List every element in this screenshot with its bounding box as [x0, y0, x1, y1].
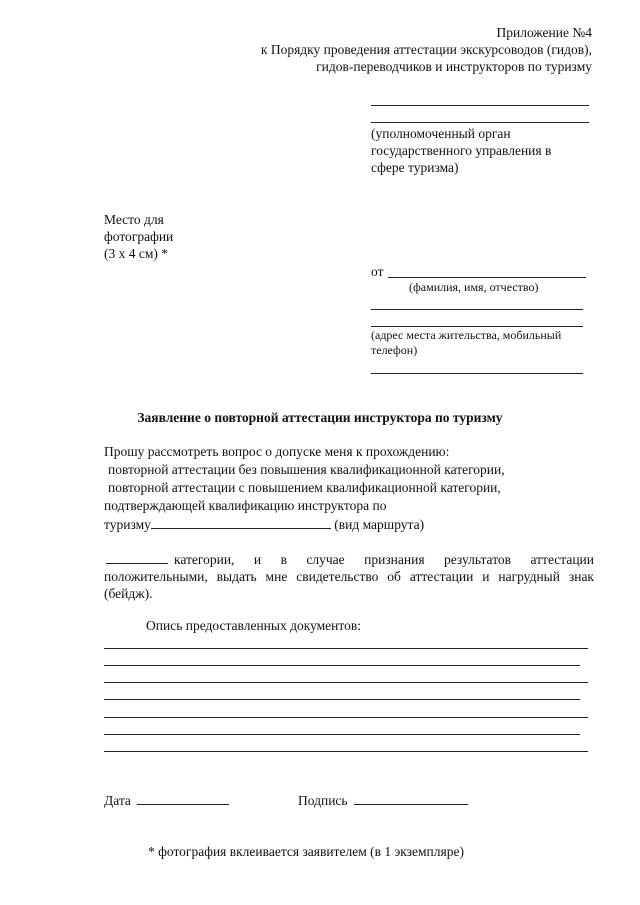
route-line: [104, 515, 424, 533]
option-no-upgrade: повторной аттестации без повышения квалификационной категории,: [108, 462, 505, 477]
document-line[interactable]: [104, 682, 588, 683]
photo-label-line: Место для: [104, 212, 164, 227]
signature-label: Подпись: [298, 793, 348, 808]
address-caption-line: (адрес места жительства, мобильный: [371, 328, 562, 342]
photo-label-line: фотографии: [104, 229, 174, 244]
photo-placeholder: [104, 211, 173, 262]
applicant-name-blank[interactable]: [388, 277, 586, 278]
document-line[interactable]: [104, 648, 588, 649]
addressee-caption: [371, 125, 551, 176]
addressee-caption-line: государственного управления в: [371, 143, 552, 158]
document-line[interactable]: [104, 751, 588, 752]
document-line[interactable]: [104, 717, 588, 718]
category-text: категории, и в случае признания результатов аттестации положительными, выдать мне свидетельство об аттестации и нагрудный знак (бейдж).: [104, 552, 594, 601]
name-caption: (фамилия, имя, отчество): [409, 280, 539, 294]
from-label: от: [371, 264, 384, 279]
documents-label: Опись предоставленных документов:: [146, 618, 361, 633]
request-line: Прошу рассмотреть вопрос о допуске меня к прохождению:: [104, 444, 450, 459]
photo-footnote: * фотография вклеивается заявителем (в 1 экземпляре): [148, 844, 464, 859]
qualification-line: подтверждающей квалификацию инструктора по: [104, 498, 387, 513]
signature-blank[interactable]: [354, 791, 468, 805]
addressee-blank-2[interactable]: [371, 122, 589, 123]
document-line[interactable]: [104, 734, 580, 735]
signature-field: [298, 791, 468, 809]
addressee-caption-line: сфере туризма): [371, 160, 459, 175]
address-blank[interactable]: [371, 326, 583, 327]
category-paragraph: [104, 550, 594, 602]
category-blank[interactable]: [106, 550, 168, 564]
photo-label-line: (3 х 4 см) *: [104, 246, 169, 261]
appendix-order-line-2: гидов-переводчиков и инструкторов по туризму: [316, 59, 592, 74]
document-line[interactable]: [104, 699, 580, 700]
appendix-number: Приложение №4: [496, 25, 592, 40]
addressee-caption-line: (уполномоченный орган: [371, 126, 511, 141]
date-label: Дата: [104, 793, 131, 808]
date-blank[interactable]: [137, 791, 229, 805]
addressee-blank-1[interactable]: [371, 105, 589, 106]
address-caption: [371, 328, 561, 358]
option-with-upgrade: повторной аттестации с повышением квалификационной категории,: [108, 480, 501, 495]
date-field: [104, 791, 229, 809]
document-title: Заявление о повторной аттестации инструктора по туризму: [137, 410, 503, 425]
route-prefix: туризму: [104, 517, 151, 532]
document-line[interactable]: [104, 665, 580, 666]
route-suffix: (вид маршрута): [334, 517, 425, 532]
address-caption-line: телефон): [371, 343, 418, 357]
route-type-blank[interactable]: [151, 515, 331, 529]
applicant-blank-2[interactable]: [371, 309, 583, 310]
appendix-order-line: к Порядку проведения аттестации экскурсоводов (гидов),: [260, 42, 592, 57]
address-blank-2[interactable]: [371, 373, 583, 374]
